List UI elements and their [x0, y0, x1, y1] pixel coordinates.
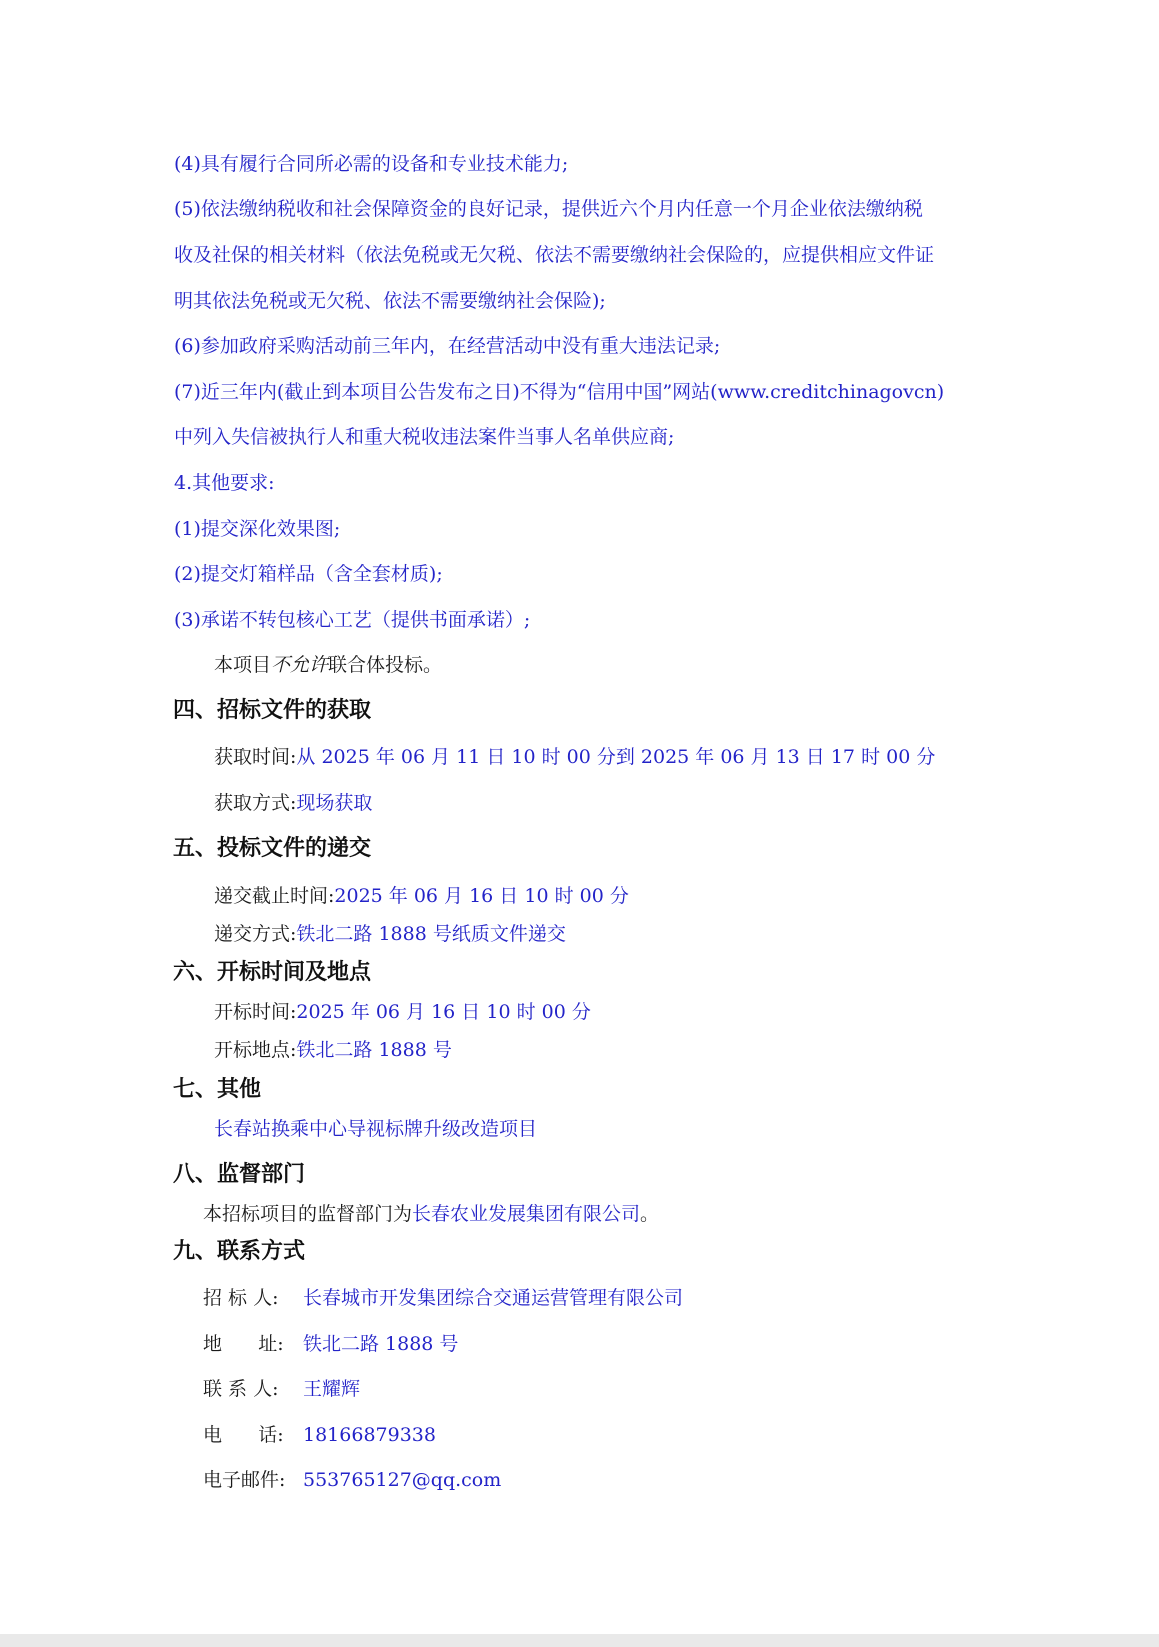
phone-label: 电 话: [203, 1424, 284, 1446]
supervision-suffix: 。 [640, 1203, 660, 1225]
consortium-prefix: 本项目 [214, 654, 272, 676]
tenderer-label: 招 标 人: [203, 1287, 279, 1309]
opening-time-label: 开标时间: [214, 1001, 297, 1023]
requirement-item-5-line-1: (5)依法缴纳税收和社会保障资金的良好记录，提供近六个月内任意一个月企业依法缴纳税 [174, 198, 923, 220]
email-row [203, 1468, 501, 1492]
supervision-prefix: 本招标项目的监督部门为 [203, 1203, 413, 1225]
other-requirement-1: (1)提交深化效果图; [174, 518, 341, 540]
opening-time-value: 2025 年 06 月 16 日 10 时 00 分 [296, 1001, 591, 1023]
requirement-item-7-line-1: (7)近三年内(截止到本项目公告发布之日)不得为“信用中国”网站(www.creditchinagovcn) [174, 381, 945, 403]
section-9-heading: 九、联系方式 [173, 1239, 306, 1264]
submission-method-row [214, 922, 566, 946]
requirement-item-4: (4)具有履行合同所必需的设备和专业技术能力; [174, 153, 569, 175]
address-row [203, 1332, 458, 1356]
requirement-item-5-line-3: 明其依法免税或无欠税、依法不需要缴纳社会保险); [174, 290, 606, 312]
submission-method-label: 递交方式: [214, 923, 297, 945]
section-8-heading: 八、监督部门 [173, 1162, 306, 1187]
acquisition-method-row [214, 791, 372, 815]
section-7-heading: 七、其他 [173, 1077, 262, 1102]
acquisition-time-row [214, 745, 935, 769]
section-6-heading: 六、开标时间及地点 [173, 960, 372, 985]
requirement-item-5-line-2: 收及社保的相关材料（依法免税或无欠税、依法不需要缴纳社会保险的，应提供相应文件证 [174, 244, 935, 266]
other-requirement-3: (3)承诺不转包核心工艺（提供书面承诺）; [174, 609, 531, 631]
consortium-statement [214, 653, 442, 677]
page-bottom-edge [0, 1634, 1159, 1647]
consortium-value: 不允许 [271, 654, 329, 676]
address-label: 地 址: [203, 1333, 284, 1355]
other-requirement-2: (2)提交灯箱样品（含全套材质); [174, 563, 443, 585]
address-value: 铁北二路 1888 号 [303, 1333, 459, 1355]
acquisition-method-label: 获取方式: [214, 792, 297, 814]
email-value: 553765127@qq.com [303, 1469, 502, 1491]
requirement-item-7-line-2: 中列入失信被执行人和重大税收违法案件当事人名单供应商; [174, 426, 675, 448]
requirement-item-6: (6)参加政府采购活动前三年内，在经营活动中没有重大违法记录; [174, 335, 721, 357]
tenderer-row [203, 1286, 683, 1310]
submission-deadline-label: 递交截止时间: [214, 885, 335, 907]
section-4-heading: 四、招标文件的获取 [173, 698, 372, 723]
submission-deadline-row [214, 884, 629, 908]
project-name: 长春站换乘中心导视标牌升级改造项目 [214, 1118, 538, 1140]
submission-method-value: 铁北二路 1888 号纸质文件递交 [296, 923, 566, 945]
acquisition-method-value: 现场获取 [296, 792, 373, 814]
contact-row [203, 1377, 360, 1401]
contact-value: 王耀辉 [303, 1378, 361, 1400]
opening-place-row [214, 1038, 452, 1062]
contact-label: 联 系 人: [203, 1378, 279, 1400]
submission-deadline-value: 2025 年 06 月 16 日 10 时 00 分 [334, 885, 629, 907]
acquisition-time-label: 获取时间: [214, 746, 297, 768]
opening-place-value: 铁北二路 1888 号 [296, 1039, 452, 1061]
email-label: 电子邮件: [203, 1469, 286, 1491]
opening-place-label: 开标地点: [214, 1039, 297, 1061]
opening-time-row [214, 1000, 591, 1024]
supervision-statement [203, 1202, 659, 1226]
phone-row [203, 1423, 436, 1447]
phone-value: 18166879338 [303, 1424, 436, 1446]
tenderer-value: 长春城市开发集团综合交通运营管理有限公司 [303, 1287, 684, 1309]
section-5-heading: 五、投标文件的递交 [173, 836, 372, 861]
consortium-suffix: 联合体投标。 [328, 654, 443, 676]
other-requirements-title: 4.其他要求: [174, 472, 275, 494]
supervision-department: 长春农业发展集团有限公司 [412, 1203, 641, 1225]
acquisition-time-value: 从 2025 年 06 月 11 日 10 时 00 分到 2025 年 06 月 13 日 17 时 00 分 [296, 746, 936, 768]
